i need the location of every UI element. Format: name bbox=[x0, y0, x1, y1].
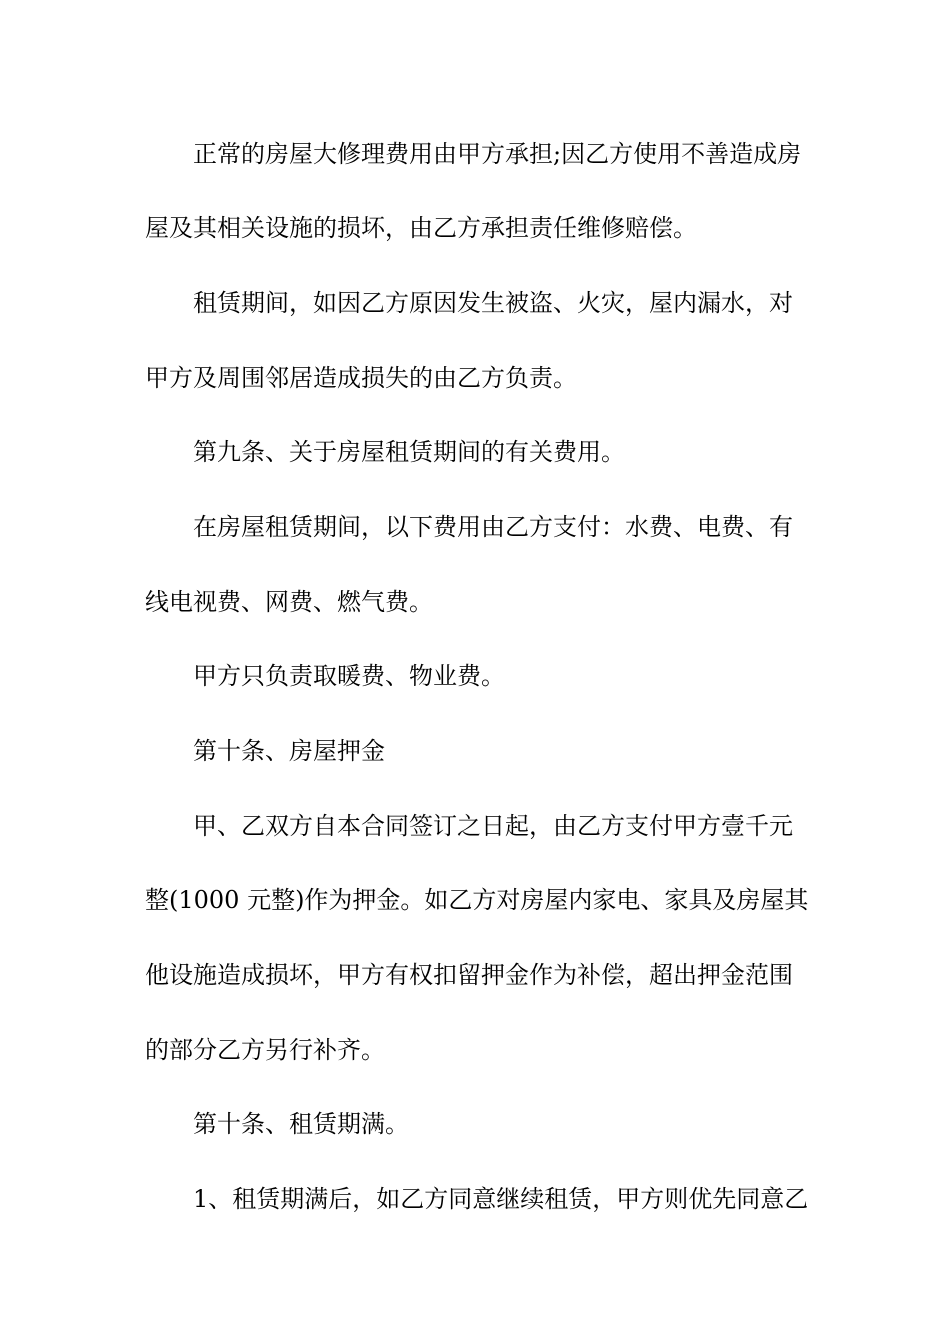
section-heading: 第十条、房屋押金 bbox=[193, 737, 385, 765]
paragraph-line: 屋及其相关设施的损坏，由乙方承担责任维修赔偿。 bbox=[145, 214, 697, 242]
paragraph-line: 租赁期间，如因乙方原因发生被盗、火灾，屋内漏水，对 bbox=[193, 289, 793, 317]
section-heading: 第十条、租赁期满。 bbox=[193, 1110, 409, 1138]
paragraph-line: 正常的房屋大修理费用由甲方承担;因乙方使用不善造成房 bbox=[193, 140, 802, 168]
paragraph-line: 1、租赁期满后，如乙方同意继续租赁，甲方则优先同意乙 bbox=[193, 1185, 809, 1213]
paragraph-line: 在房屋租赁期间，以下费用由乙方支付：水费、电费、有 bbox=[193, 513, 793, 541]
paragraph-line: 甲方只负责取暖费、物业费。 bbox=[193, 662, 505, 690]
section-heading: 第九条、关于房屋租赁期间的有关费用。 bbox=[193, 438, 625, 466]
paragraph-line: 线电视费、网费、燃气费。 bbox=[145, 588, 433, 616]
paragraph-line: 的部分乙方另行补齐。 bbox=[145, 1036, 385, 1064]
paragraph-line: 甲、乙双方自本合同签订之日起，由乙方支付甲方壹千元 bbox=[193, 812, 793, 840]
paragraph-line: 甲方及周围邻居造成损失的由乙方负责。 bbox=[145, 364, 577, 392]
paragraph-line: 整(1000 元整)作为押金。如乙方对房屋内家电、家具及房屋其 bbox=[145, 886, 809, 914]
paragraph-line: 他设施造成损坏，甲方有权扣留押金作为补偿，超出押金范围 bbox=[145, 961, 793, 989]
